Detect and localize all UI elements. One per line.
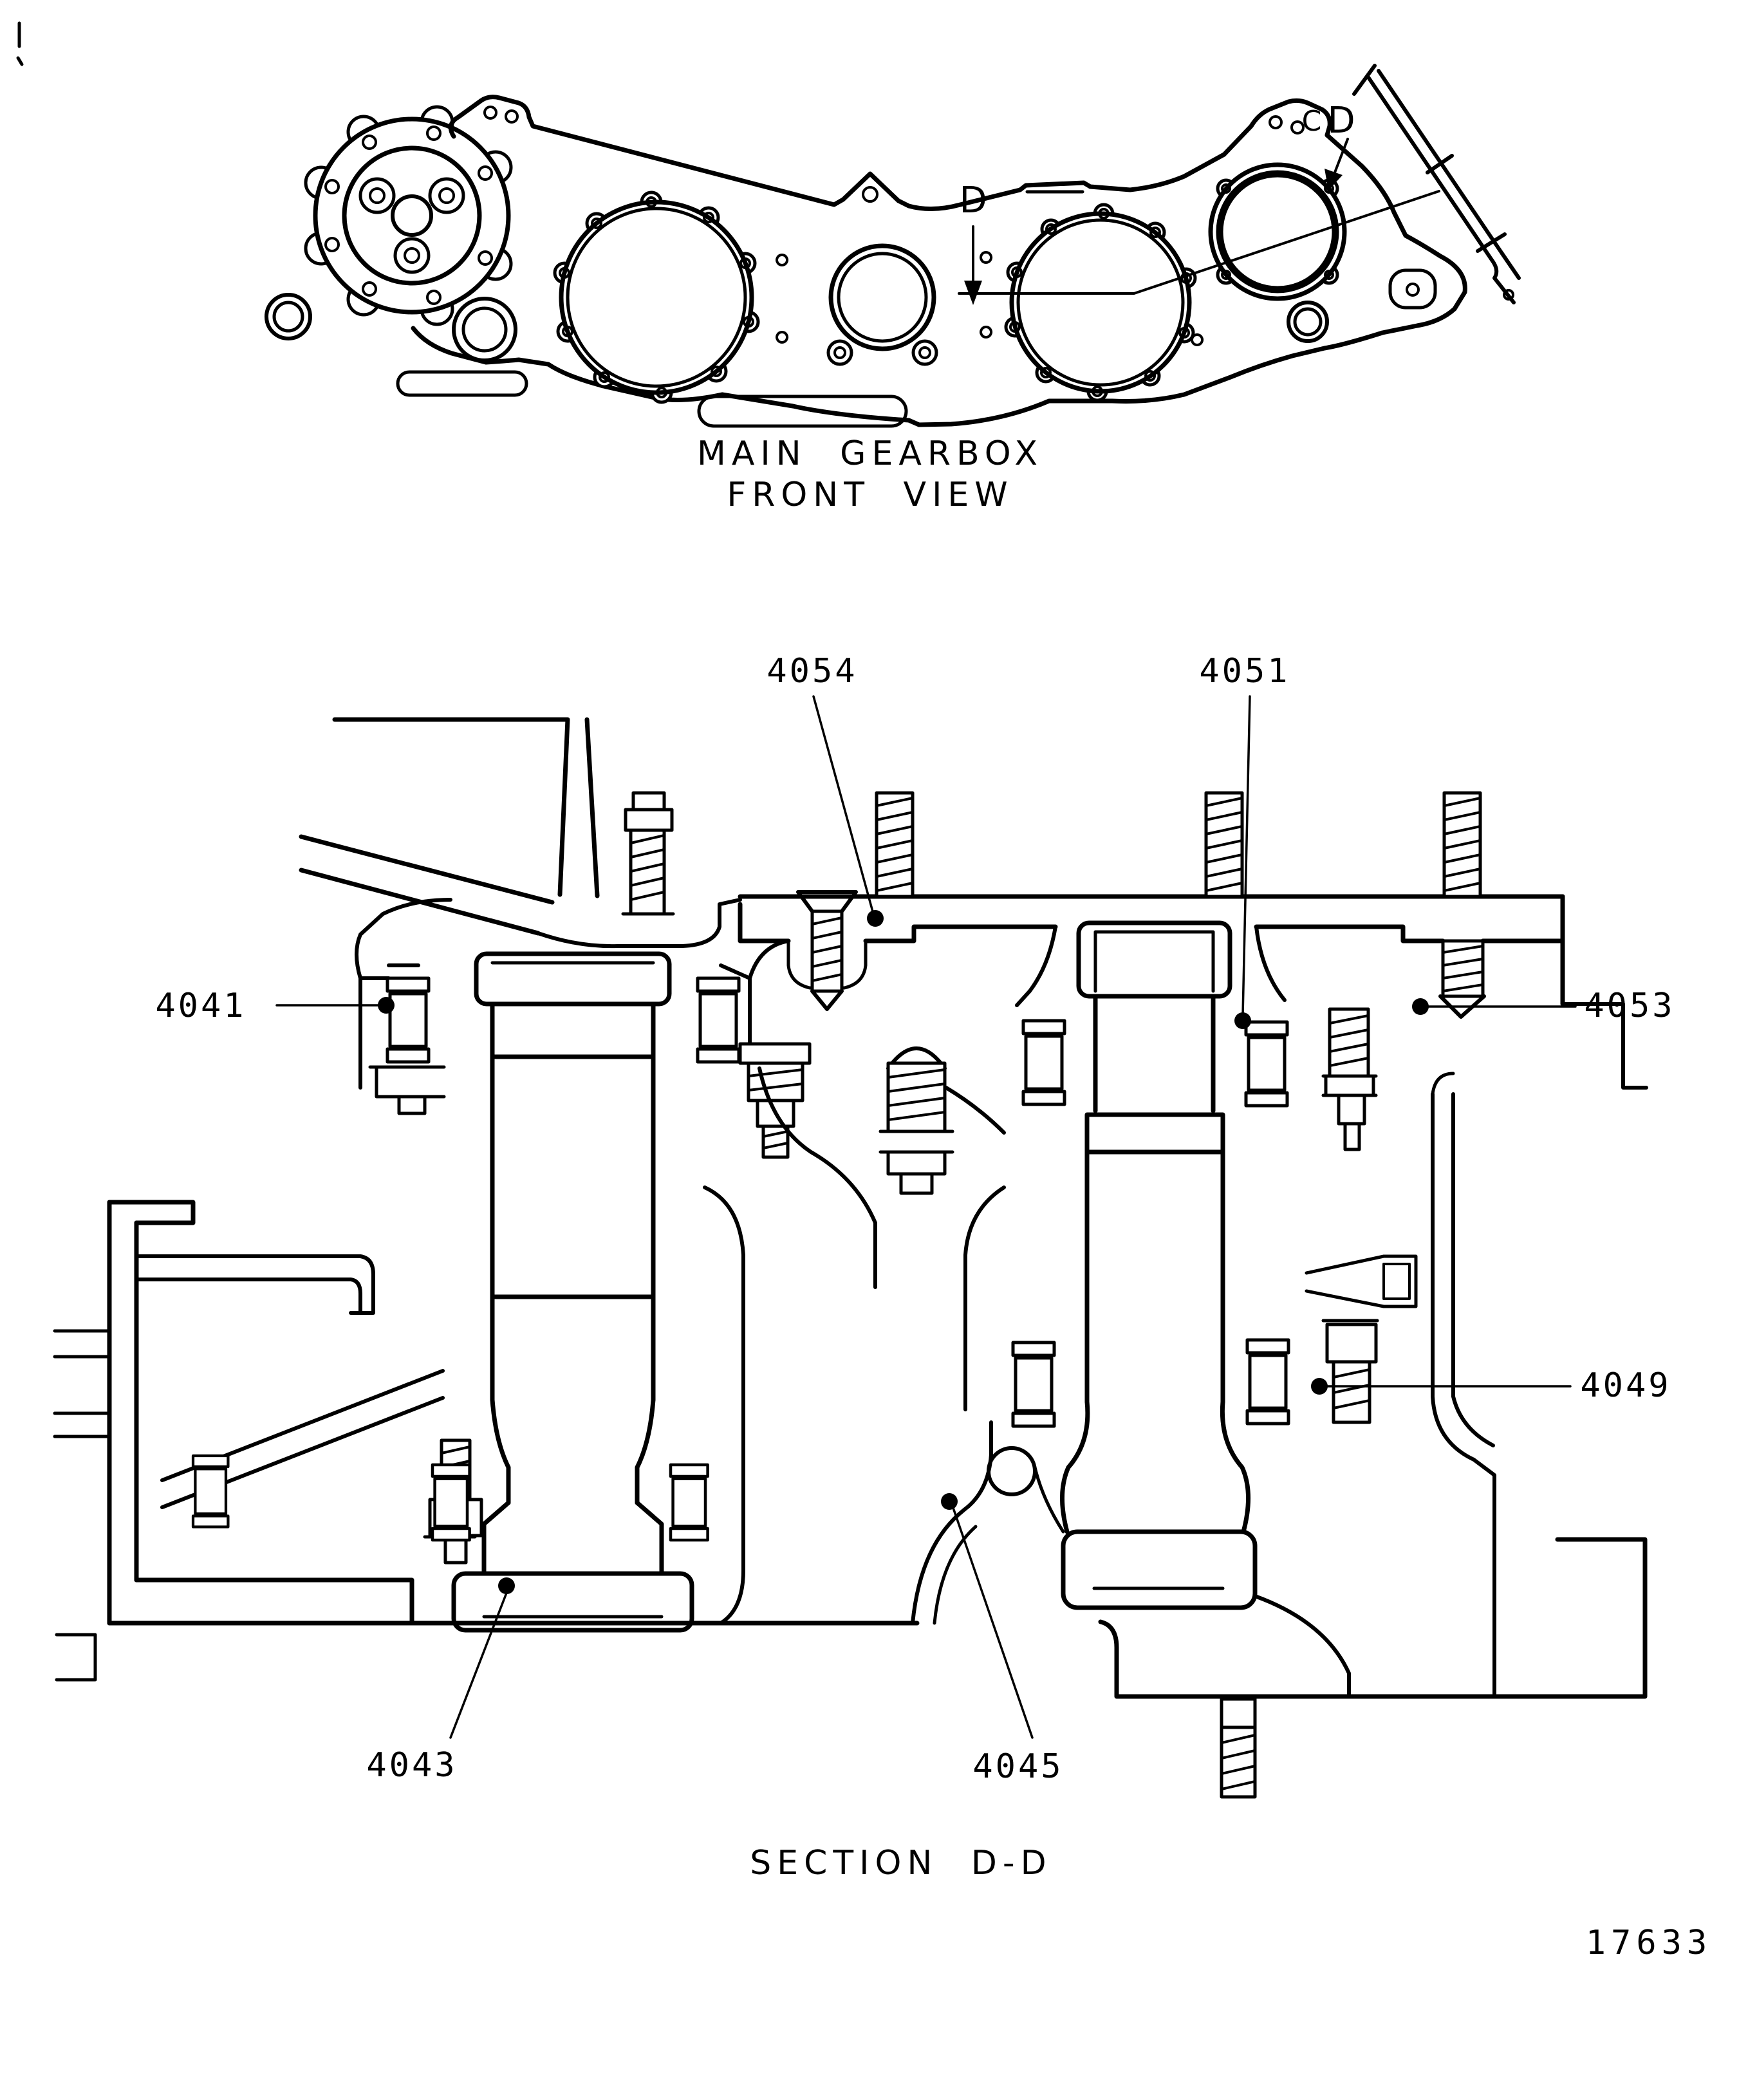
callout-label-4049: 4049 [1580,1366,1671,1405]
right-inner-wall [1433,1073,1494,1694]
upper-left-web [301,720,740,946]
front-view-caption-line2: FRONT VIEW [727,476,1014,514]
front-view-d2-label: D [1327,100,1355,142]
left-flange [266,107,511,339]
callout-label-4053: 4053 [1584,987,1675,1025]
callout-dot-4053 [1412,998,1429,1015]
callout-label-4045: 4045 [972,1747,1064,1786]
mid-grease-stud [880,1048,953,1193]
left-shaft [454,954,692,1630]
callout-dot-4054 [867,910,884,927]
callout-dot-4045 [941,1493,958,1510]
bearing-icon [193,1456,228,1527]
bearing-icon [1023,1021,1064,1104]
front-view-d-label: D [959,180,987,221]
callout-dot-4051 [1234,1012,1251,1029]
stud-icon [1444,793,1480,897]
front-view-c-label: C [1301,105,1322,138]
front-view-caption-line1: MAIN GEARBOX [696,434,1044,473]
section-view-caption: SECTION D-D [750,1844,1052,1882]
bearing-icon [1013,1343,1054,1426]
front-view-drawing [18,23,1519,514]
bearing-icon [432,1465,470,1540]
gasket-ring-large-left [555,192,758,402]
center-small-ring [828,187,936,364]
section-view-drawing [55,720,1646,1797]
callout-dot-4043 [498,1577,515,1594]
figure-number: 17633 [1585,1924,1713,1962]
bearing-icon [387,978,429,1062]
right-adjuster-fitting [1323,1009,1376,1149]
callout-label-4041: 4041 [155,987,246,1025]
countersunk-screw [798,892,856,1009]
callout-dot-4041 [378,997,395,1014]
stud-icon [1206,793,1242,897]
callout-label-4043: 4043 [366,1746,458,1785]
left-boss-stud [623,793,673,914]
gasket-ring-large-right [1006,205,1195,400]
lower-right-fitting [1323,1321,1377,1422]
stud-icon [877,793,913,897]
bearing-icon [671,1465,708,1540]
bearing-icon [1247,1340,1288,1424]
callout-label-4054: 4054 [767,652,858,691]
page-tick-marks [18,23,22,64]
clevis-bracket [1306,1256,1416,1306]
bearing-icon [1246,1022,1287,1106]
callout-dot-4049 [1311,1378,1328,1395]
small-port-flange [454,299,516,360]
bearing-icon [698,978,739,1062]
right-shaft [1062,923,1255,1608]
section-target-ring [1211,165,1435,341]
callout-label-4051: 4051 [1199,652,1290,691]
